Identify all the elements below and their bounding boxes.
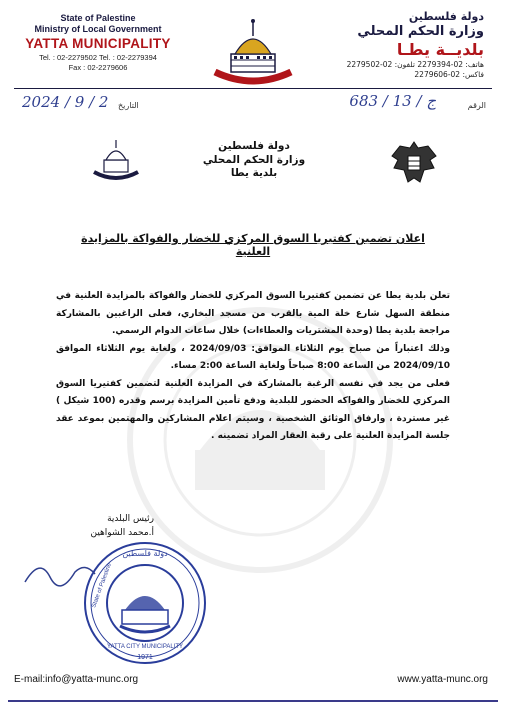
palestine-eagle-emblem (388, 138, 440, 188)
handwritten-reference-number: 683 / 13 / ج (349, 92, 436, 110)
announcement-body (56, 288, 450, 446)
phone-numbers-en: Tel. : 02-2279502 Tel. : 02-2279394 (39, 53, 157, 62)
small-municipality-logo (88, 134, 144, 186)
municipality-logo (205, 14, 301, 90)
seal-city-text: YATTA CITY MUNICIPALITY (106, 644, 184, 650)
reference-label: الرقم (467, 101, 486, 110)
secondary-state-name: دولة فلسطين (218, 140, 290, 152)
signer-role: رئيس البلدية (107, 514, 154, 524)
footer-email: E-mail:info@yatta-munc.org (14, 674, 139, 685)
announcement-title: اعلان تضمين كفتيريا السوق المركزي للخضار والفواكة بالمزايدة العلنية (81, 232, 425, 258)
signer-name: أ.محمد الشواهين (90, 528, 154, 538)
handwritten-date: 2024 / 9 / 2 (22, 93, 109, 111)
state-name-ar: دولة فلسطين (408, 10, 484, 23)
state-name-en: State of Palestine (60, 13, 136, 23)
footer-divider (8, 700, 498, 702)
body-paragraph-3: فعلى من يجد في نفسه الرغبة بالمشاركة في المزايدة العلنية لتضمين كفتيريا السوق المركزي للخضار والفواكه الحضور للبلدية ودفع تأمين المزايدة برسم وقدره (100 شيكل ) غير مستردة ، وارفاق الوثائق الشخصية ، وسيتم اعلام المشاركين والمهتمين بموعد عقد جلسة المزايدة العلنية على رقبة العقار المراد تضمينه . (56, 378, 450, 441)
body-paragraph-2: وذلك اعتباراً من صباح يوم الثلاثاء الموافق: 2024/09/03 ، ولغاية يوم الثلاثاء الموافق 2024/09/10 من الساعة 8:00 صباحاً ولغاية الساعة 2:00 مساء. (56, 343, 450, 371)
letterhead-english (18, 13, 178, 73)
date-label: التاريخ (118, 101, 139, 110)
municipality-name-ar: بلديــة يطـا (396, 40, 484, 59)
secondary-header (170, 140, 338, 181)
secondary-ministry-name: وزارة الحكم المحلي (202, 153, 306, 166)
fax-number-ar: فاكس: 02-2279606 (414, 70, 484, 79)
letterhead-divider (14, 88, 492, 89)
fax-number-en: Fax : 02-2279606 (68, 63, 128, 72)
body-paragraph-1: تعلن بلدية يطا عن تضمين كفتيريا السوق المركزي للخضار والفواكة بالمزايدة العلنية في منطقة السهل شارع خلة المية بالقرب من مسجد البخاري، فعلى الراغبين بالمشاركة مراجعة بلدية يطا (وحدة المشتريات والعطاءات) خلال ساعات الدوام الرسمي. (56, 291, 450, 336)
seal-english-text: State of Palestine (91, 562, 113, 609)
seal-year: 1971 (137, 654, 153, 661)
footer-website: www.yatta-munc.org (397, 674, 488, 685)
handwritten-signature (20, 552, 100, 592)
phone-numbers-ar: هاتف: 02-2279394 تلفون: 02-2279502 (346, 60, 484, 69)
letterhead-arabic (324, 10, 484, 80)
municipality-name-en: YATTA MUNICIPALITY (25, 36, 171, 51)
signature-block (44, 512, 154, 540)
secondary-municipality-name: بلدية يطا (230, 167, 278, 179)
seal-arabic-text: دولة فلسطين (122, 549, 168, 558)
ministry-name-ar: وزارة الحكم المحلي (357, 24, 484, 39)
ministry-name-en: Ministry of Local Government (34, 24, 162, 34)
